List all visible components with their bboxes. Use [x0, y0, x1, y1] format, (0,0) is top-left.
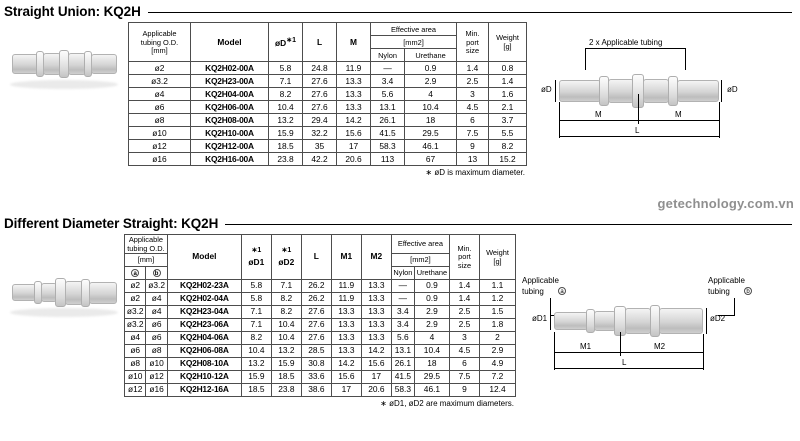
th-tubing-od: Applicable tubing O.D. [mm]	[129, 23, 191, 62]
cell-weight: 1.5	[480, 305, 516, 318]
cell-urethane: 2.9	[414, 318, 449, 331]
cell-nylon: 3.4	[391, 318, 414, 331]
cell-tubing-a: ø6	[125, 344, 146, 357]
different-diameter-table	[124, 234, 516, 397]
th-weight: Weight [g]	[480, 235, 516, 280]
watermark: getechnology.com.vn	[657, 196, 794, 211]
section2-photo-cell	[0, 234, 124, 320]
cell-m: 20.6	[337, 153, 371, 166]
cell-m1: 15.6	[331, 370, 361, 383]
th-length-m1: M1	[331, 235, 361, 280]
cell-d2: 13.2	[271, 344, 301, 357]
straight-union-table-body	[129, 62, 527, 166]
cell-nylon: —	[371, 62, 405, 75]
table-row	[125, 370, 516, 383]
table-row	[129, 75, 527, 88]
drawing-diameter-right: øD	[727, 85, 738, 94]
drawing-caption-right-mark: b	[744, 287, 752, 295]
cell-tubing-b: ø4	[146, 305, 167, 318]
cell-m1: 11.9	[331, 292, 361, 305]
cell-nylon: 13.1	[371, 101, 405, 114]
cell-l: 27.6	[303, 101, 337, 114]
table-row	[129, 153, 527, 166]
cell-urethane: 29.5	[414, 370, 449, 383]
cell-urethane: 18	[414, 357, 449, 370]
cell-weight: 15.2	[489, 153, 527, 166]
cell-l: 27.6	[301, 318, 331, 331]
cell-tubing-b: ø4	[146, 292, 167, 305]
cell-weight: 5.5	[489, 127, 527, 140]
table-row	[125, 344, 516, 357]
cell-urethane: 4	[405, 88, 457, 101]
section1-table-cell	[128, 22, 527, 177]
cell-d1: 13.2	[241, 357, 271, 370]
cell-weight: 1.1	[480, 279, 516, 292]
th-min-port-size: Min. port size	[450, 235, 480, 280]
cell-model: KQ2H23-04A	[167, 305, 241, 318]
cell-port: 7.5	[457, 127, 489, 140]
cell-d: 10.4	[269, 101, 303, 114]
th-length-m2: M2	[361, 235, 391, 280]
cell-l: 26.2	[301, 279, 331, 292]
th-mark-b: b	[146, 266, 167, 279]
cell-urethane: 18	[405, 114, 457, 127]
cell-port: 7.5	[450, 370, 480, 383]
cell-urethane: 10.4	[405, 101, 457, 114]
drawing-m-right: M	[675, 110, 682, 119]
cell-nylon: 41.5	[371, 127, 405, 140]
section1-photo-cell	[0, 22, 128, 92]
cell-l: 30.8	[301, 357, 331, 370]
cell-l: 28.5	[301, 344, 331, 357]
drawing-diameter-left: øD	[541, 85, 552, 94]
straight-union-table	[128, 22, 527, 166]
cell-tubing-b: ø6	[146, 331, 167, 344]
section2-rule	[225, 224, 792, 225]
cell-d: 18.5	[269, 140, 303, 153]
cell-l: 27.6	[301, 305, 331, 318]
straight-union-drawing	[531, 38, 763, 158]
section1-footnote: ∗ øD is maximum diameter.	[425, 168, 525, 177]
cell-port: 3	[450, 331, 480, 344]
th-effective-area-unit: [mm2]	[371, 36, 457, 49]
cell-d: 7.1	[269, 75, 303, 88]
cell-l: 29.4	[303, 114, 337, 127]
cell-tubing-od: ø12	[129, 140, 191, 153]
cell-weight: 1.4	[489, 75, 527, 88]
cell-d1: 8.2	[241, 331, 271, 344]
cell-weight: 1.6	[489, 88, 527, 101]
table-row	[125, 357, 516, 370]
cell-urethane: 0.9	[414, 292, 449, 305]
cell-model: KQ2H02-00A	[191, 62, 269, 75]
cell-model: KQ2H06-08A	[167, 344, 241, 357]
cell-nylon: 5.6	[371, 88, 405, 101]
cell-m2: 13.3	[361, 305, 391, 318]
th-urethane: Urethane	[405, 49, 457, 62]
drawing-caption: 2 x Applicable tubing	[589, 38, 663, 47]
section2-body	[0, 234, 800, 408]
cell-port: 1.4	[457, 62, 489, 75]
section2-header	[0, 212, 800, 234]
straight-union-photo	[4, 40, 124, 92]
th-min-port-size: Min. port size	[457, 23, 489, 62]
cell-d2: 7.1	[271, 279, 301, 292]
drawing-caption-left-line1: Applicable	[522, 276, 559, 285]
th-nylon: Nylon	[371, 49, 405, 62]
th-effective-area: Effective area	[371, 23, 457, 36]
cell-m2: 13.3	[361, 318, 391, 331]
cell-l: 27.6	[301, 331, 331, 344]
table-header-row	[125, 235, 516, 254]
cell-weight: 0.8	[489, 62, 527, 75]
cell-d2: 10.4	[271, 331, 301, 344]
table-row	[129, 114, 527, 127]
table-row	[129, 88, 527, 101]
cell-m2: 13.3	[361, 279, 391, 292]
th-length-l: L	[303, 23, 337, 62]
cell-nylon: 26.1	[391, 357, 414, 370]
cell-tubing-od: ø4	[129, 88, 191, 101]
cell-port: 2.5	[450, 318, 480, 331]
th-model: Model	[191, 23, 269, 62]
cell-port: 1.4	[450, 292, 480, 305]
cell-urethane: 0.9	[405, 62, 457, 75]
table-row	[125, 279, 516, 292]
table-row	[125, 318, 516, 331]
cell-nylon: —	[391, 279, 414, 292]
cell-m2: 15.6	[361, 357, 391, 370]
cell-model: KQ2H02-23A	[167, 279, 241, 292]
cell-l: 35	[303, 140, 337, 153]
drawing-m2: M2	[654, 342, 666, 351]
cell-port: 6	[450, 357, 480, 370]
th-mark-a: a	[125, 266, 146, 279]
cell-tubing-b: ø16	[146, 383, 167, 396]
different-diameter-table-body	[125, 279, 516, 396]
cell-m: 13.3	[337, 88, 371, 101]
cell-nylon: 41.5	[391, 370, 414, 383]
cell-l: 42.2	[303, 153, 337, 166]
cell-d1: 7.1	[241, 305, 271, 318]
cell-weight: 3.7	[489, 114, 527, 127]
th-urethane: Urethane	[414, 266, 449, 279]
cell-weight: 12.4	[480, 383, 516, 396]
cell-l: 27.6	[303, 75, 337, 88]
table-header-row	[129, 23, 527, 36]
cell-l: 33.6	[301, 370, 331, 383]
th-diameter-1: $^{∗1}$ øD1	[241, 235, 271, 280]
cell-model: KQ2H23-00A	[191, 75, 269, 88]
cell-model: KQ2H10-12A	[167, 370, 241, 383]
cell-nylon: 3.4	[391, 305, 414, 318]
cell-m2: 13.3	[361, 331, 391, 344]
cell-m2: 17	[361, 370, 391, 383]
cell-nylon: 113	[371, 153, 405, 166]
cell-port: 3	[457, 88, 489, 101]
cell-urethane: 2.9	[405, 75, 457, 88]
cell-model: KQ2H04-00A	[191, 88, 269, 101]
cell-d: 8.2	[269, 88, 303, 101]
cell-m: 15.6	[337, 127, 371, 140]
different-diameter-drawing	[520, 248, 800, 398]
cell-urethane: 46.1	[414, 383, 449, 396]
th-effective-area: Effective area	[391, 235, 449, 254]
cell-tubing-od: ø8	[129, 114, 191, 127]
cell-urethane: 67	[405, 153, 457, 166]
cell-tubing-a: ø12	[125, 383, 146, 396]
cell-model: KQ2H10-00A	[191, 127, 269, 140]
cell-tubing-a: ø2	[125, 279, 146, 292]
th-tubing-od: Applicable tubing O.D.	[125, 235, 168, 254]
cell-d2: 8.2	[271, 305, 301, 318]
drawing-l: L	[635, 126, 640, 135]
cell-m: 13.3	[337, 75, 371, 88]
drawing-m-left: M	[595, 110, 602, 119]
cell-d1: 5.8	[241, 279, 271, 292]
cell-m: 14.2	[337, 114, 371, 127]
cell-tubing-a: ø3.2	[125, 318, 146, 331]
drawing-caption-right-line2: tubing	[708, 287, 730, 296]
cell-nylon: 13.1	[391, 344, 414, 357]
cell-tubing-b: ø3.2	[146, 279, 167, 292]
th-effective-area-unit: [mm2]	[391, 253, 449, 266]
cell-m: 13.3	[337, 101, 371, 114]
cell-m1: 13.3	[331, 318, 361, 331]
cell-port: 2.5	[457, 75, 489, 88]
cell-m1: 13.3	[331, 331, 361, 344]
drawing-l: L	[622, 358, 627, 367]
cell-tubing-a: ø10	[125, 370, 146, 383]
cell-urethane: 46.1	[405, 140, 457, 153]
section1-title: Straight Union: KQ2H	[4, 3, 141, 19]
cell-d1: 7.1	[241, 318, 271, 331]
cell-tubing-od: ø10	[129, 127, 191, 140]
cell-d2: 10.4	[271, 318, 301, 331]
cell-model: KQ2H02-04A	[167, 292, 241, 305]
cell-d2: 8.2	[271, 292, 301, 305]
cell-urethane: 4	[414, 331, 449, 344]
cell-d1: 5.8	[241, 292, 271, 305]
cell-l: 32.2	[303, 127, 337, 140]
section1-drawing-cell	[527, 22, 800, 158]
cell-d1: 15.9	[241, 370, 271, 383]
cell-weight: 2.9	[480, 344, 516, 357]
section2-table-cell	[124, 234, 516, 408]
section1-rule	[148, 12, 792, 13]
cell-model: KQ2H06-00A	[191, 101, 269, 114]
th-weight: Weight [g]	[489, 23, 527, 62]
different-diameter-photo	[4, 268, 124, 320]
drawing-caption-left-mark: a	[558, 287, 566, 295]
cell-model: KQ2H16-00A	[191, 153, 269, 166]
cell-model: KQ2H23-06A	[167, 318, 241, 331]
drawing-caption-left-line2: tubing	[522, 287, 544, 296]
th-diameter-2: $^{∗1}$ øD2	[271, 235, 301, 280]
th-model: Model	[167, 235, 241, 280]
cell-urethane: 0.9	[414, 279, 449, 292]
cell-model: KQ2H08-10A	[167, 357, 241, 370]
section1-body	[0, 22, 800, 177]
cell-l: 27.6	[303, 88, 337, 101]
cell-urethane: 29.5	[405, 127, 457, 140]
cell-m: 11.9	[337, 62, 371, 75]
drawing-diameter-1: øD1	[532, 314, 548, 323]
cell-weight: 1.2	[480, 292, 516, 305]
cell-d2: 23.8	[271, 383, 301, 396]
cell-tubing-b: ø12	[146, 370, 167, 383]
table-row	[125, 292, 516, 305]
cell-m1: 11.9	[331, 279, 361, 292]
cell-model: KQ2H12-00A	[191, 140, 269, 153]
section2-drawing-cell	[516, 234, 800, 398]
th-tubing-od-unit: [mm]	[125, 253, 168, 266]
th-diameter: $øD^{∗1}$	[269, 23, 303, 62]
table-row	[129, 140, 527, 153]
cell-m2: 20.6	[361, 383, 391, 396]
th-length-m: M	[337, 23, 371, 62]
table-row	[129, 127, 527, 140]
cell-port: 1.4	[450, 279, 480, 292]
cell-nylon: 26.1	[371, 114, 405, 127]
section-different-diameter-straight	[0, 212, 800, 408]
table-row	[125, 383, 516, 396]
cell-weight: 2.1	[489, 101, 527, 114]
table-row	[129, 62, 527, 75]
cell-nylon: 3.4	[371, 75, 405, 88]
cell-tubing-od: ø2	[129, 62, 191, 75]
cell-l: 24.8	[303, 62, 337, 75]
cell-nylon: 58.3	[371, 140, 405, 153]
cell-tubing-b: ø10	[146, 357, 167, 370]
th-length-l: L	[301, 235, 331, 280]
cell-nylon: 58.3	[391, 383, 414, 396]
section1-header	[0, 0, 800, 22]
cell-tubing-a: ø4	[125, 331, 146, 344]
cell-model: KQ2H12-16A	[167, 383, 241, 396]
cell-weight: 1.8	[480, 318, 516, 331]
cell-tubing-od: ø16	[129, 153, 191, 166]
cell-urethane: 10.4	[414, 344, 449, 357]
cell-port: 2.5	[450, 305, 480, 318]
cell-port: 4.5	[450, 344, 480, 357]
table-row	[125, 305, 516, 318]
cell-m: 17	[337, 140, 371, 153]
cell-d: 15.9	[269, 127, 303, 140]
cell-weight: 2	[480, 331, 516, 344]
cell-m2: 13.3	[361, 292, 391, 305]
cell-d: 5.8	[269, 62, 303, 75]
cell-l: 26.2	[301, 292, 331, 305]
cell-m1: 17	[331, 383, 361, 396]
cell-port: 13	[457, 153, 489, 166]
section2-footnote: ∗ øD1, øD2 are maximum diameters.	[380, 398, 514, 408]
table-row	[129, 101, 527, 114]
cell-nylon: 5.6	[391, 331, 414, 344]
cell-weight: 8.2	[489, 140, 527, 153]
cell-m2: 14.2	[361, 344, 391, 357]
drawing-m1: M1	[580, 342, 592, 351]
cell-tubing-b: ø6	[146, 318, 167, 331]
cell-tubing-b: ø8	[146, 344, 167, 357]
cell-model: KQ2H08-00A	[191, 114, 269, 127]
cell-tubing-a: ø8	[125, 357, 146, 370]
drawing-diameter-2: øD2	[710, 314, 726, 323]
cell-d1: 18.5	[241, 383, 271, 396]
cell-port: 9	[457, 140, 489, 153]
cell-d: 13.2	[269, 114, 303, 127]
cell-m1: 14.2	[331, 357, 361, 370]
cell-d1: 10.4	[241, 344, 271, 357]
cell-tubing-a: ø3.2	[125, 305, 146, 318]
th-nylon: Nylon	[391, 266, 414, 279]
table-row	[125, 331, 516, 344]
cell-port: 6	[457, 114, 489, 127]
section-straight-union	[0, 0, 800, 177]
cell-m1: 13.3	[331, 305, 361, 318]
cell-weight: 7.2	[480, 370, 516, 383]
cell-d: 23.8	[269, 153, 303, 166]
cell-tubing-a: ø2	[125, 292, 146, 305]
cell-nylon: —	[391, 292, 414, 305]
drawing-caption-right-line1: Applicable	[708, 276, 745, 285]
section2-title: Different Diameter Straight: KQ2H	[4, 215, 219, 231]
cell-port: 9	[450, 383, 480, 396]
cell-d2: 18.5	[271, 370, 301, 383]
cell-tubing-od: ø3.2	[129, 75, 191, 88]
cell-weight: 4.9	[480, 357, 516, 370]
cell-m1: 13.3	[331, 344, 361, 357]
cell-urethane: 2.9	[414, 305, 449, 318]
cell-d2: 15.9	[271, 357, 301, 370]
cell-tubing-od: ø6	[129, 101, 191, 114]
cell-port: 4.5	[457, 101, 489, 114]
cell-model: KQ2H04-06A	[167, 331, 241, 344]
cell-l: 38.6	[301, 383, 331, 396]
